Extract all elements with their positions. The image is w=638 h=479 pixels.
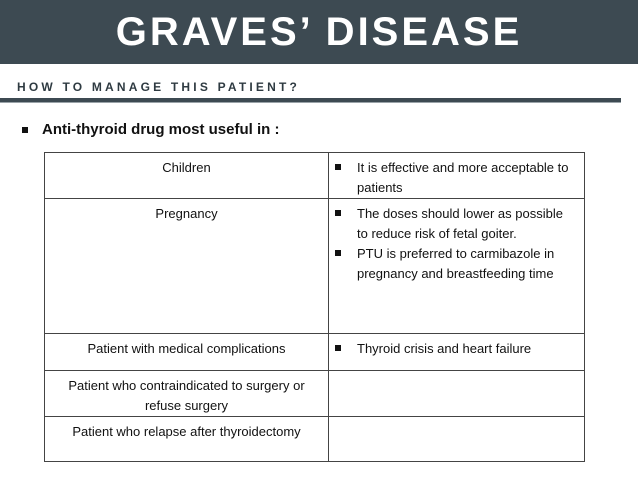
condition-cell: Pregnancy (45, 199, 329, 334)
notes-cell (329, 199, 585, 334)
section-heading (22, 121, 279, 138)
note-text: PTU is preferred to carmibazole in pregnancy and breastfeeding time (357, 246, 555, 281)
table-row (45, 417, 585, 462)
table-row (45, 334, 585, 371)
condition-cell: Children (45, 153, 329, 199)
note-item (335, 204, 576, 244)
bullet-square-icon (335, 250, 341, 256)
notes-cell (329, 417, 585, 462)
title-bar (0, 0, 638, 64)
table-row (45, 371, 585, 417)
slide-title: GRAVES’ DISEASE (115, 9, 523, 54)
condition-cell: Patient who contraindicated to surgery or refuse surgery (45, 371, 329, 417)
bullet-square-icon (335, 345, 341, 351)
table-row (45, 153, 585, 199)
bullet-square-icon (335, 164, 341, 170)
condition-cell: Patient who relapse after thyroidectomy (45, 417, 329, 462)
table-row (45, 199, 585, 334)
note-text: The doses should lower as possible to reduce risk of fetal goiter. (357, 206, 563, 241)
indication-table (44, 152, 585, 462)
notes-cell (329, 371, 585, 417)
section-heading-text: Anti-thyroid drug most useful in : (42, 121, 280, 138)
note-item (335, 244, 576, 284)
bullet-square-icon (335, 210, 341, 216)
divider-rule-shadow (0, 102, 621, 103)
condition-cell: Patient with medical complications (45, 334, 329, 371)
note-item (335, 158, 576, 198)
note-item (335, 339, 576, 359)
note-text: It is effective and more acceptable to patients (357, 160, 569, 195)
notes-cell (329, 153, 585, 199)
notes-cell (329, 334, 585, 371)
note-text: Thyroid crisis and heart failure (357, 341, 532, 356)
slide-subtitle: HOW TO MANAGE THIS PATIENT? (17, 80, 301, 94)
bullet-square-icon (22, 127, 28, 133)
